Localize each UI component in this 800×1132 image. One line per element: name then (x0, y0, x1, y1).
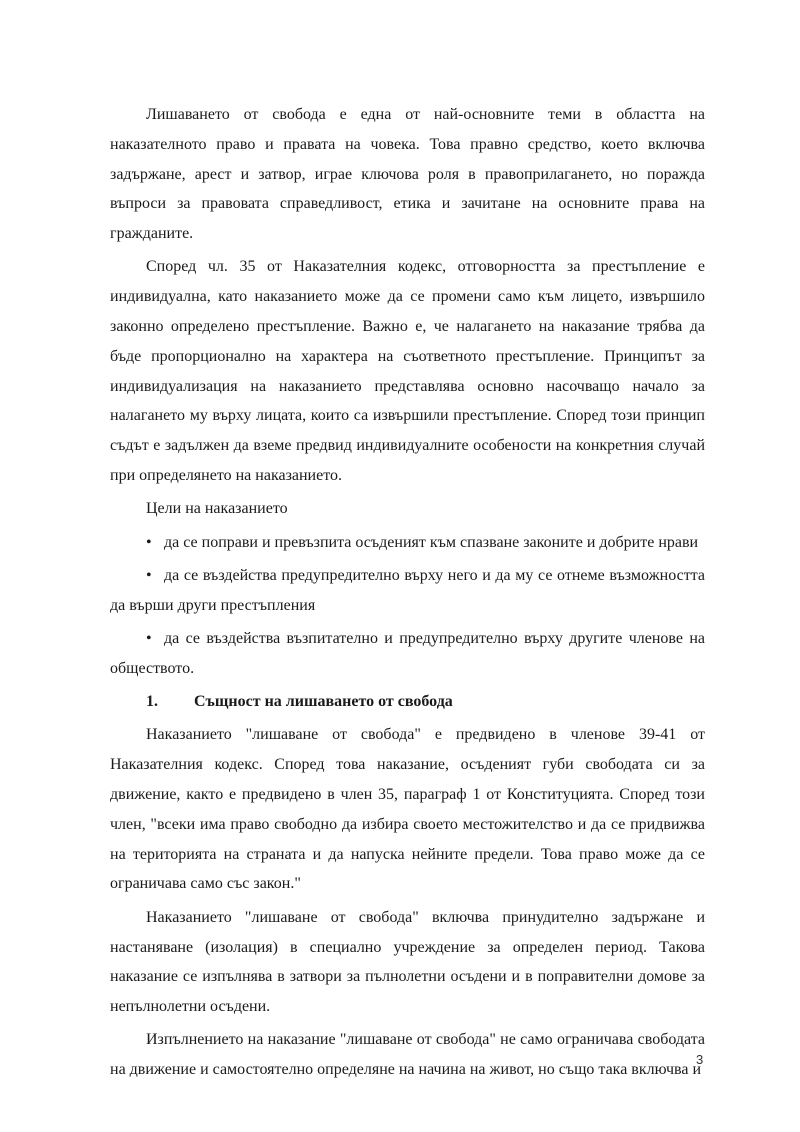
bullet-item (110, 528, 705, 558)
page-number: 3 (696, 1052, 704, 1067)
section-paragraph: Изпълнението на наказание "лишаване от свобода" не само ограничава свободата на движение и самостоятелно определяне на начина на живот, но също така включва и (110, 1031, 705, 1079)
intro-paragraph: Лишаването от свобода е една от най-основните теми в областта на наказателното право и правата на човека. Това правно средство, което включва задържане, арест и затвор, играе ключова роля в правоприлагането, но поражда въпроси за правовата справедливост, етика и зачитане на основните права на гражданите. (110, 106, 705, 243)
bullet-text: да се поправи и превъзпита осъденият към спазване законите и добрите нрави (164, 533, 699, 551)
bullet-item (110, 624, 705, 684)
bullet-text: да се въздейства предупредително върху него и да му се отнеме възможността да върши други престъпления (110, 566, 705, 614)
bullet-icon: • (146, 630, 152, 648)
goals-title: Цели на наказанието (146, 500, 288, 518)
bullet-icon: • (146, 566, 152, 584)
section-paragraph: Наказанието "лишаване от свобода" е предвидено в членове 39-41 от Наказателния кодекс. Според това наказание, осъденият губи свободата си за движение, както е предвидено в член 35, параграф 1 от Конституцията. Според този член, "всеки има право свободно да избира своето местожителство и да се придвижва на територията на страната и да напуска нейните предели. Това право може да се ограничава само със закон." (110, 726, 705, 893)
bullet-icon: • (146, 533, 152, 551)
section-number: 1. (146, 693, 158, 711)
section-paragraph: Наказанието "лишаване от свобода" включва принудително задържане и настаняване (изолация) в специално учреждение за определен период. Такова наказание се изпълнява в затвори за пълнолетни осъдени и в поправителни домове за непълнолетни осъдени. (110, 908, 705, 1016)
document-body (110, 100, 705, 1089)
section-heading (146, 687, 705, 717)
bullet-item (110, 561, 705, 621)
section-title: Същност на лишаването от свобода (194, 693, 453, 711)
bullet-text: да се въздейства възпитателно и предупредително върху другите членове на обществото. (110, 630, 705, 677)
article-35-paragraph: Според чл. 35 от Наказателния кодекс, отговорността за престъпление е индивидуална, като наказанието може да се промени само към лицето, извършило законно определено престъпление. Важно е, че налагането на наказание трябва да бъде пропорционално на характера на съответното престъпление. Принципът за индивидуализация на наказанието представлява основно насочващо начало за налагането му върху лицата, които са извършили престъпление. Според този принцип съдът е задължен да вземе предвид индивидуалните особености на конкретния случай при определянето на наказанието. (110, 258, 705, 485)
